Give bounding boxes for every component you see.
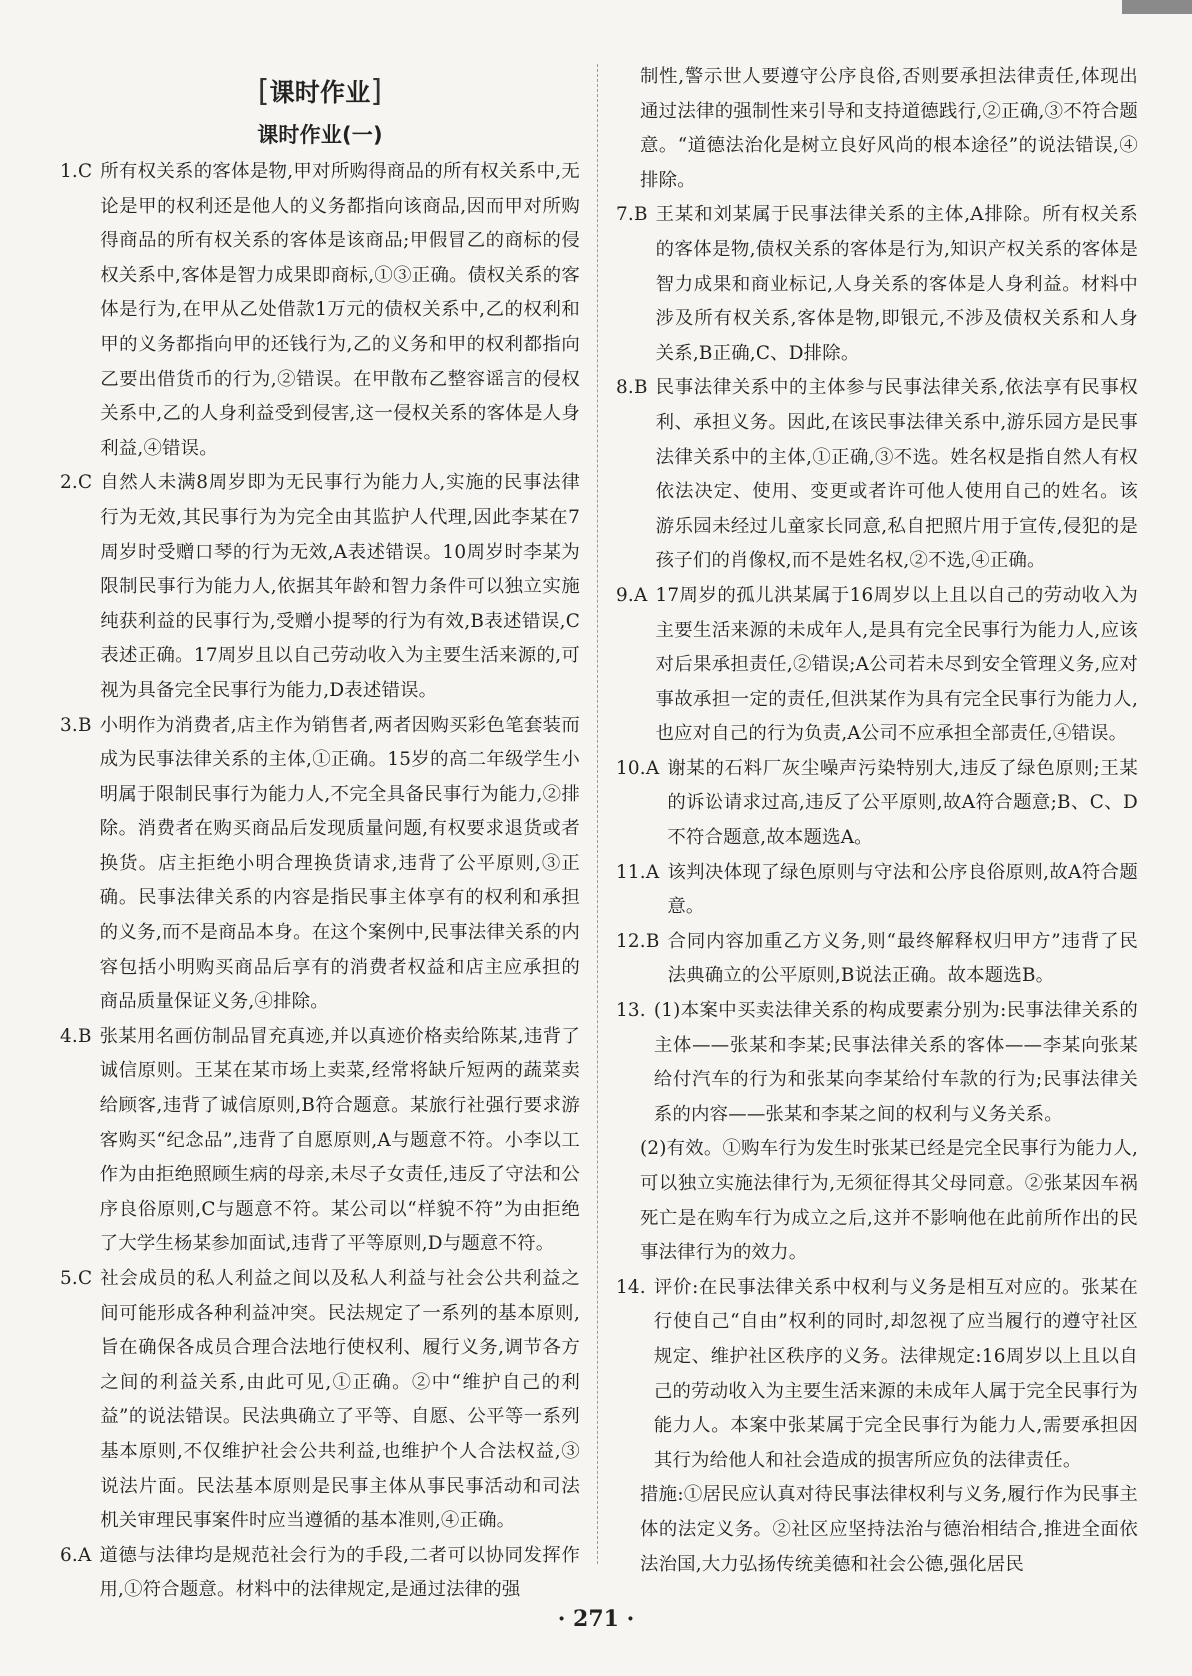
answer-text: 张某用名画仿制品冒充真迹,并以真迹价格卖给陈某,违背了诚信原则。王某在某市场上卖菜,经常将缺斤短两的蔬菜卖给顾客,违背了诚信原则,B符合题意。某旅行社强行要求游客购买“纪念品”,违背了自愿原则,A与题意不符。小李以工作为由拒绝照顾生病的母亲,未尽子女责任,违反了守法和公序良俗原则,C与题意不符。某公司以“样貌不符”为由拒绝了大学生杨某参加面试,违背了平等原则,D与题意不符。 [99, 1025, 580, 1255]
answer-number: 1.C [60, 161, 93, 182]
answer-text: 小明作为消费者,店主作为销售者,两者因购买彩色笔套装而成为民事法律关系的主体,①正确。15岁的高二年级学生小明属于限制民事行为能力人,不完全具备民事行为能力,②排除。消费者在购买商品后发现质量问题,有权要求退货或者换货。店主拒绝小明合理换货请求,违背了公平原则,③正确。民事法律关系的内容是指民事主体享有的权利和承担的义务,而不是商品本身。在这个案例中,民事法律关系的内容包括小明购买商品后享有的消费者权益和店主应承担的商品质量保证义务,④排除。 [99, 714, 580, 1013]
answer-number: 2.C [60, 472, 93, 494]
answer-number: 5.C [60, 1268, 93, 1289]
answer-number: 6.A [60, 1544, 92, 1566]
bracket-right: ] [370, 74, 383, 109]
answer-continuation: (2)有效。①购车行为发生时张某已经是完全民事行为能力人,可以独立实施法律行为,无须征得其父母同意。②张某因车祸死亡是在购车行为成立之后,这并不影响他在此前所作出的民事法律行为的效力。 [640, 1138, 1138, 1264]
answer-text: 道德与法律均是规范社会行为的手段,二者可以协同发挥作用,①符合题意。材料中的法律规定,是通过法律的强 [99, 1544, 580, 1601]
subtitle: 课时作业(一) [257, 123, 383, 147]
left-answer-list [60, 155, 580, 1608]
answer-text: 评价:在民事法律关系中权利与义务是相互对应的。张某在行使自己“自由”权利的同时,却忽视了应当履行的遵守社区规定、维护社区秩序的义务。法律规定:16周岁以上且以自己的劳动收入为主要生活来源的未成年人属于完全民事行为能力人。本案中张某属于完全民事行为能力人,需要承担因其行为给他人和社会造成的损害所应负的法律责任。 [653, 1276, 1138, 1471]
page-number: · 271 · [557, 1606, 635, 1632]
answer-item [616, 1271, 1138, 1479]
answer-number: 11.A [616, 861, 660, 883]
answer-text: 合同内容加重乙方义务,则“最终解释权归甲方”违背了民法典确立的公平原则,B说法正确。故本题选B。 [667, 930, 1138, 987]
answer-text: 民事法律关系中的主体参与民事法律关系,依法享有民事权利、承担义务。因此,在该民事法律关系中,游乐园方是民事法律关系中的主体,①正确,③不选。姓名权是指自然人有权依法决定、使用、变更或者许可他人使用自己的姓名。该游乐园未经过儿童家长同意,私自把照片用于宣传,侵犯的是孩子们的肖像权,而不是姓名权,②不选,④正确。 [655, 377, 1138, 572]
answer-text: 自然人未满8周岁即为无民事行为能力人,实施的民事法律行为无效,其民事行为为完全由其监护人代理,因此李某在7周岁时受赠口琴的行为无效,A表述错误。10周岁时李某为限制民事行为能力人,依据其年龄和智力条件可以独立实施纯获利益的民事行为,受赠小提琴的行为有效,B表述错误,C表述正确。17周岁且以自己劳动收入为主要生活来源的,可视为具备完全民事行为能力,D表述错误。 [100, 472, 580, 701]
answer-number: 10.A [616, 757, 660, 779]
answer-number: 8.B [616, 377, 648, 399]
answer-item [60, 466, 580, 708]
answer-text: 17周岁的孤儿洪某属于16周岁以上且以自己的劳动收入为主要生活来源的未成年人,是具有完全民事行为能力人,应该对后果承担责任,②错误;A公司若未尽到安全管理义务,应对事故承担一定的责任,但洪某作为具有完全民事行为能力人,也应对自己的行为负责,A公司不应承担全部责任,④错误。 [655, 584, 1138, 745]
right-column [616, 60, 1138, 1582]
answer-text: 所有权关系的客体是物,甲对所购得商品的所有权关系中,无论是甲的权利还是他人的义务都指向该商品,因而甲对所购得商品的所有权关系的客体是该商品;甲假冒乙的商标的侵权关系中,客体是智力成果即商标,①③正确。债权关系的客体是行为,在甲从乙处借款1万元的债权关系中,乙的权利和甲的义务都指向甲的还钱行为,乙的义务和甲的权利都指向乙要出借货币的行为,②错误。在甲散布乙整容谣言的侵权关系中,乙的人身利益受到侵害,这一侵权关系的客体是人身利益,④错误。 [100, 161, 580, 459]
left-column [60, 60, 580, 1608]
section-title-text: 课时作业 [269, 78, 371, 107]
answer-number: 13. [616, 1000, 646, 1022]
answer-continuation: 制性,警示世人要遵守公序良俗,否则要承担法律责任,体现出通过法律的强制性来引导和支持道德践行,②正确,③不符合题意。“道德法治化是树立良好风尚的根本途径”的说法错误,④排除。 [640, 66, 1138, 191]
column-divider [597, 64, 598, 1564]
right-answer-list [616, 60, 1138, 1582]
answer-text: 谢某的石料厂灰尘噪声污染特别大,违反了绿色原则;王某的诉讼请求过高,违反了公平原则,故A符合题意;B、C、D不符合题意,故本题选A。 [667, 757, 1138, 849]
answer-number: 12.B [616, 930, 660, 952]
answer-continuation: 措施:①居民应认真对待民事法律权利与义务,履行作为民事主体的法定义务。②社区应坚持法治与德治相结合,推进全面依法治国,大力弘扬传统美德和社会公德,强化居民 [640, 1484, 1138, 1575]
answer-item [60, 709, 580, 1020]
answer-item [616, 579, 1138, 752]
answer-text: 王某和刘某属于民事法律关系的主体,A排除。所有权关系的客体是物,债权关系的客体是行为,知识产权关系的客体是智力成果和商业标记,人身关系的客体是人身利益。材料中涉及所有权关系,客体是物,即银元,不涉及债权关系和人身关系,B正确,C、D排除。 [655, 204, 1138, 364]
answer-number: 3.B [60, 714, 92, 736]
answer-item [60, 1539, 580, 1608]
answer-item [616, 994, 1138, 1132]
answer-item [616, 198, 1138, 371]
answer-number: 4.B [60, 1025, 92, 1047]
answer-number: 14. [616, 1276, 646, 1298]
answer-item [60, 1020, 580, 1262]
bracket-left: [ [257, 74, 270, 109]
answer-item [616, 752, 1138, 856]
answer-text: (1)本案中买卖法律关系的构成要素分别为:民事法律关系的主体——张某和李某;民事法律关系的客体——李某向张某给付汽车的行为和张某向李某给付车款的行为;民事法律关系的内容——张某和李某之间的权利与义务关系。 [653, 1000, 1138, 1125]
scan-corner-mark [1122, 0, 1192, 14]
answer-item [616, 371, 1138, 579]
answer-number: 9.A [616, 584, 648, 606]
answer-item [60, 155, 580, 466]
answer-text: 该判决体现了绿色原则与守法和公序良俗原则,故A符合题意。 [667, 861, 1138, 918]
answer-item [616, 925, 1138, 994]
answer-item [616, 856, 1138, 925]
section-title [60, 72, 580, 113]
answer-number: 7.B [616, 204, 648, 226]
answer-item [60, 1262, 580, 1539]
answer-text: 社会成员的私人利益之间以及私人利益与社会公共利益之间可能形成各种利益冲突。民法规定了一系列的基本原则,旨在确保各成员合理合法地行使权利、履行义务,调节各方之间的利益关系,由此可见,①正确。②中“维护自己的利益”的说法错误。民法典确立了平等、自愿、公平等一系列基本原则,不仅维护社会公共利益,也维护个人合法权益,③说法片面。民法基本原则是民事主体从事民事活动和司法机关审理民事案件时应当遵循的基本准则,④正确。 [100, 1268, 580, 1532]
